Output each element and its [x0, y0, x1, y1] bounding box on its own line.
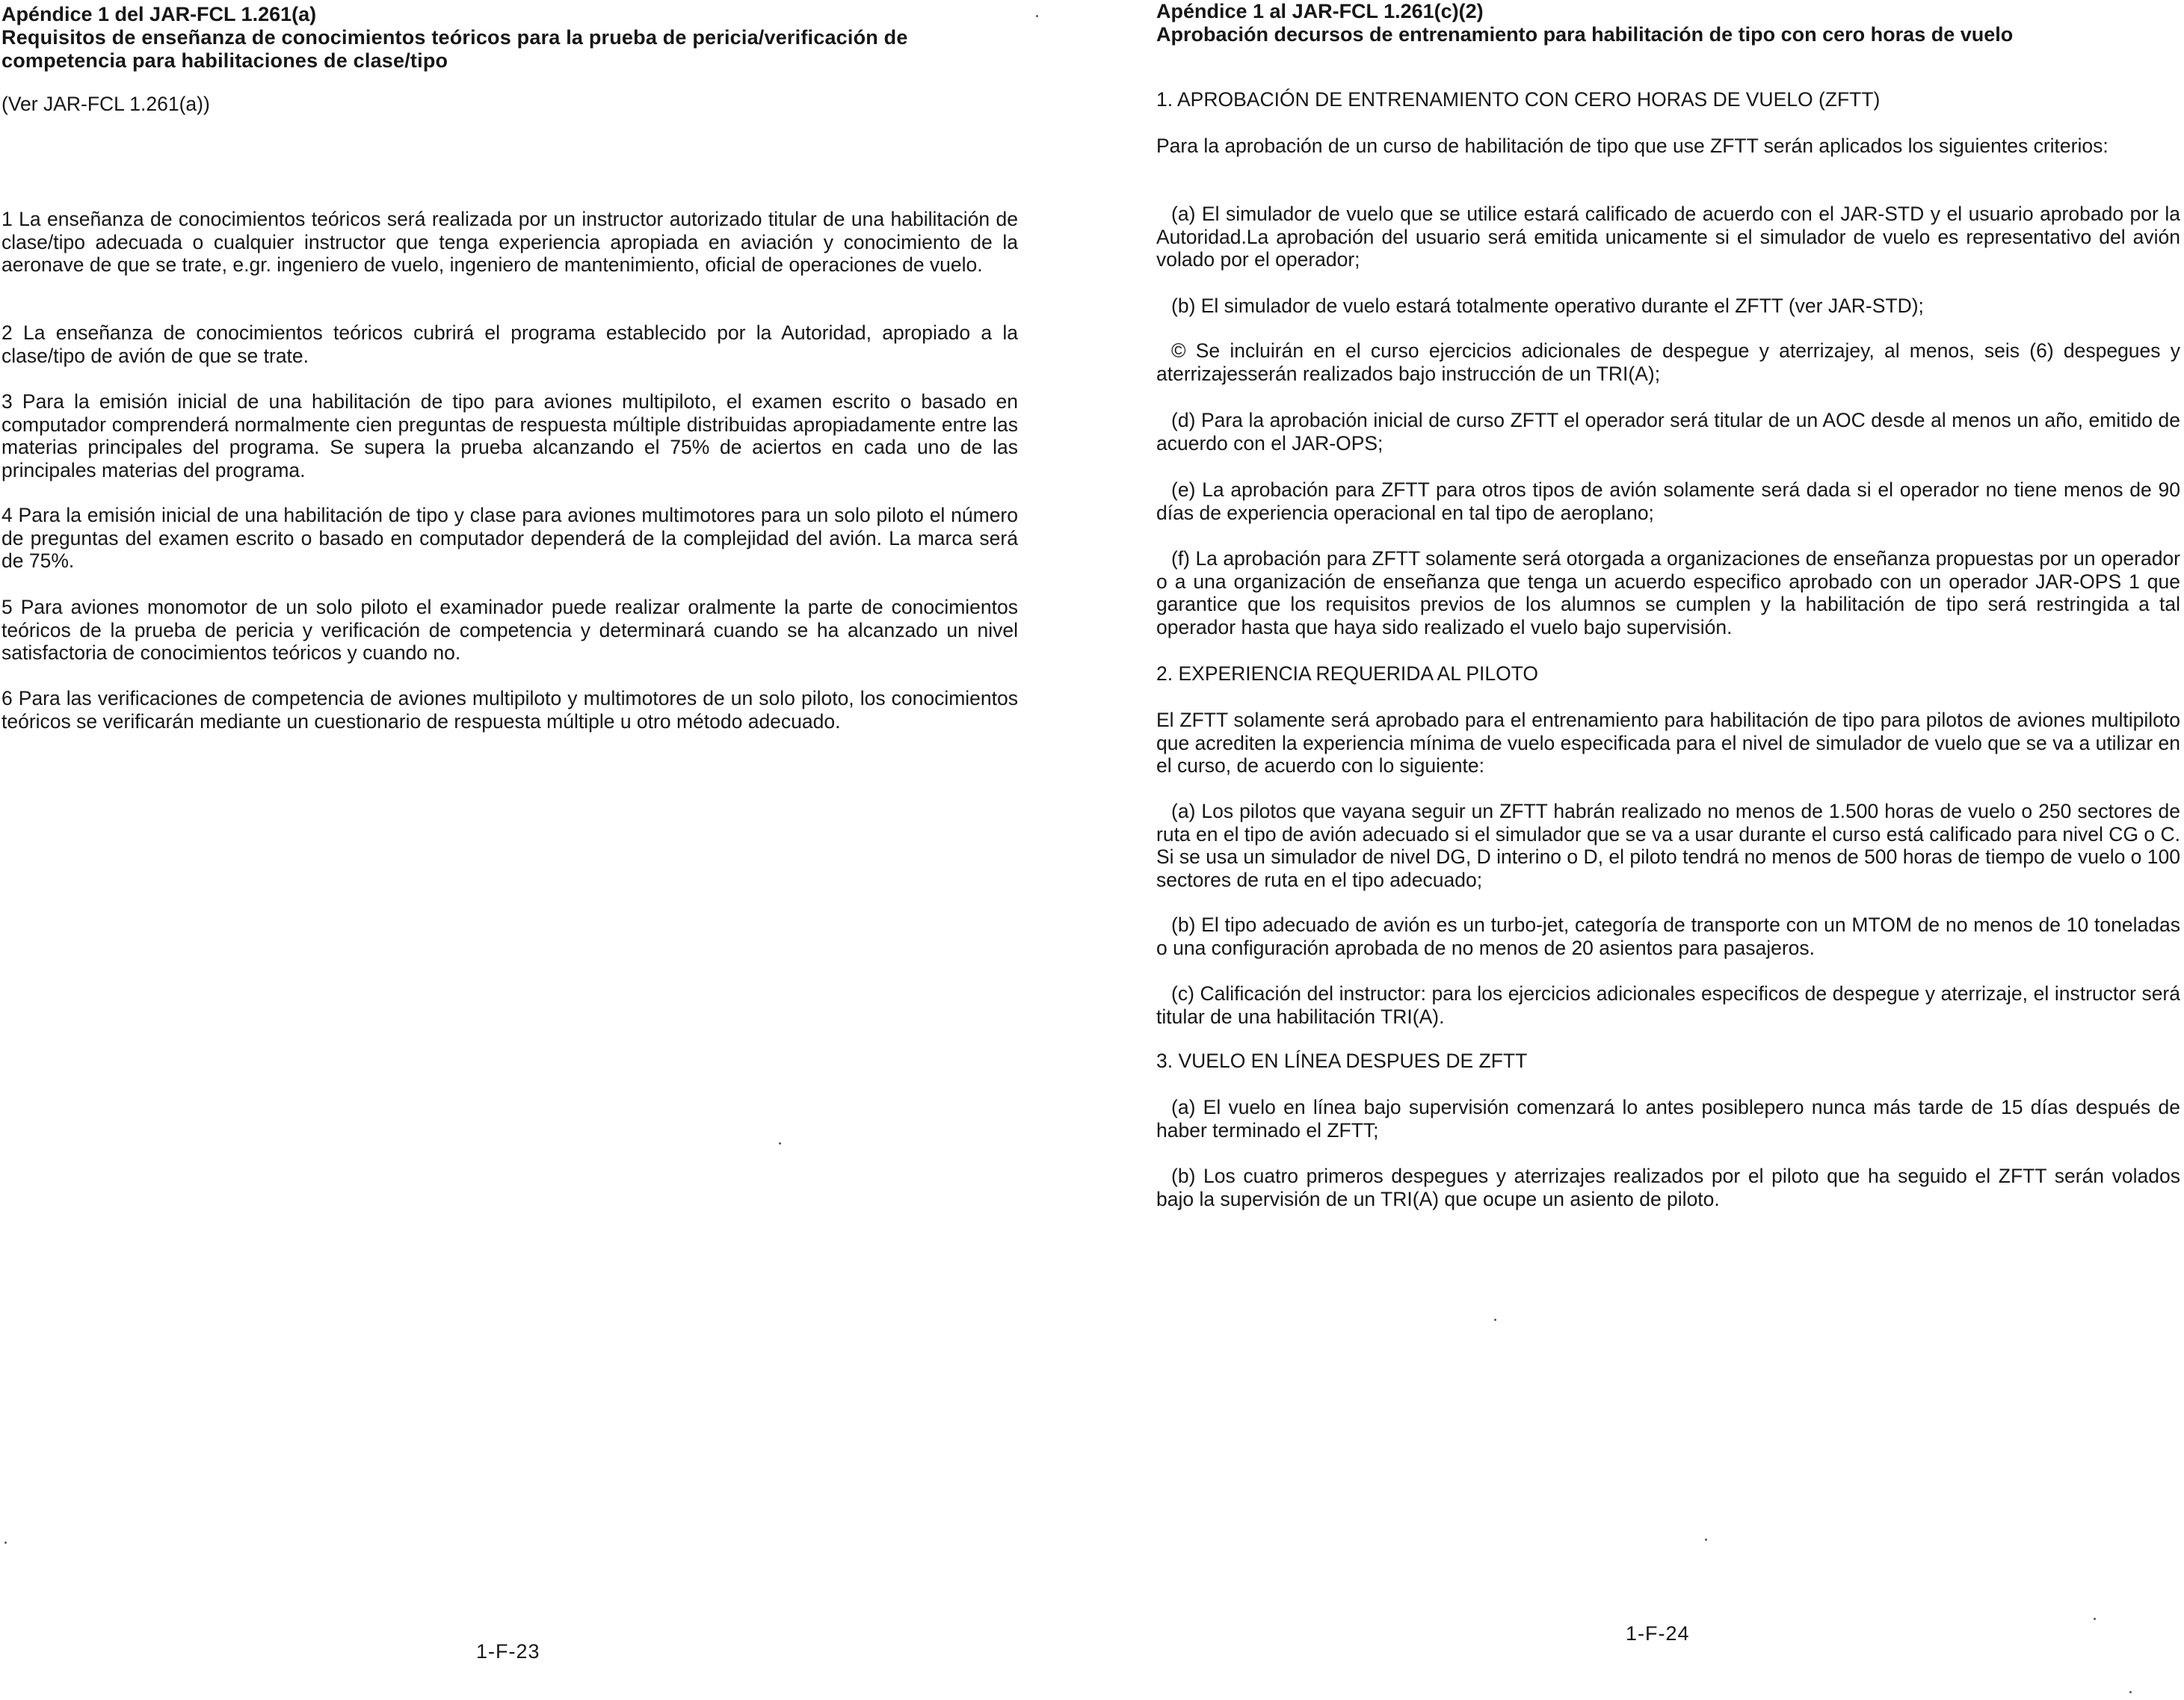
- left-title-line-2: Requisitos de enseñanza de conocimientos teóricos para la prueba de pericia/verificación de competencia para habilitaciones de clase/tipo: [1, 26, 908, 72]
- left-paragraph-1: 1 La enseñanza de conocimientos teóricos será realizada por un instructor autorizado titular de una habilitación de clase/tipo adecuada o cualquier instructor que tenga experiencia apropiada en aviación y conocimiento de la aeronave de que se trate, e.gr. ingeniero de vuelo, ingeniero de mantenimiento, oficial de operaciones de vuelo.: [1, 208, 1018, 276]
- left-page-title: [1, 3, 1018, 73]
- section-1-intro: Para la aprobación de un curso de habilitación de tipo que use ZFTT serán aplicados los siguientes criterios:: [1156, 135, 2109, 157]
- right-page-number: 1-F-24: [1626, 1622, 1690, 1645]
- section-2-item-b: (b) El tipo adecuado de avión es un turbo-jet, categoría de transporte con un MTOM de no menos de 10 toneladas o una configuración aprobada de no menos de 20 asientos para pasajeros.: [1156, 914, 2180, 959]
- section-3-heading: 3. VUELO EN LÍNEA DESPUES DE ZFTT: [1156, 1050, 1528, 1072]
- section-2-item-a: (a) Los pilotos que vayana seguir un ZFTT habrán realizado no menos de 1.500 horas de vuelo o 250 sectores de ruta en el tipo de avión adecuado si el simulador que se va a usar durante el curso está calificado para nivel CG o C. Si se usa un simulador de nivel DG, D interino o D, el piloto tendrá no menos de 500 horas de tiempo de vuelo o 100 sectores de ruta en el tipo adecuado;: [1156, 800, 2180, 891]
- section-2-heading: 2. EXPERIENCIA REQUERIDA AL PILOTO: [1156, 662, 1539, 685]
- scan-speck: [2094, 1618, 2096, 1620]
- section-1-heading: 1. APROBACIÓN DE ENTRENAMIENTO CON CERO HORAS DE VUELO (ZFTT): [1156, 88, 1881, 111]
- section-1-item-c: © Se incluirán en el curso ejercicios adicionales de despegue y aterrizajey, al menos, seis (6) despegues y aterrizajesserán realizados bajo instrucción de un TRI(A);: [1156, 339, 2180, 385]
- right-title-line-2: Aprobación decursos de entrenamiento para habilitación de tipo con cero horas de vuelo: [1156, 23, 2014, 46]
- scan-speck: [1705, 1539, 1707, 1541]
- section-2-intro: El ZFTT solamente será aprobado para el entrenamiento para habilitación de tipo para pilotos de aviones multipiloto que acrediten la experiencia mínima de vuelo especificada para el nivel de simulador de vuelo que se va a utilizar en el curso, de acuerdo con lo siguiente:: [1156, 709, 2180, 777]
- left-paragraph-3: 3 Para la emisión inicial de una habilitación de tipo para aviones multipiloto, el examen escrito o basado en computador comprenderá normalmente cien preguntas de respuesta múltiple distribuidas apropiadamente entre las materias principales del programa. Se supera la prueba alcanzando el 75% de aciertos en cada uno de las principales materias del programa.: [1, 390, 1018, 481]
- section-1-item-b: (b) El simulador de vuelo estará totalmente operativo durante el ZFTT (ver JAR-STD);: [1171, 295, 1924, 317]
- right-page-title: [1156, 0, 2180, 46]
- section-1-item-d: (d) Para la aprobación inicial de curso ZFTT el operador será titular de un AOC desde al menos un año, emitido de acuerdo con el JAR-OPS;: [1156, 409, 2180, 455]
- section-3-item-a: (a) El vuelo en línea bajo supervisión comenzará lo antes posiblepero nunca más tarde de 15 días después de haber terminado el ZFTT;: [1156, 1096, 2180, 1142]
- right-title-line-1: Apéndice 1 al JAR-FCL 1.261(c)(2): [1156, 0, 1484, 22]
- left-page-number: 1-F-23: [476, 1640, 540, 1663]
- section-3-item-b: (b) Los cuatro primeros despegues y aterrizajes realizados por el piloto que ha seguido el ZFTT serán volados bajo la supervisión de un TRI(A) que ocupe un asiento de piloto.: [1156, 1165, 2180, 1210]
- scan-speck: [2129, 1691, 2132, 1693]
- left-paragraph-2: 2 La enseñanza de conocimientos teóricos cubrirá el programa establecido por la Autoridad, apropiado a la clase/tipo de avión de que se trate.: [1, 321, 1018, 367]
- section-2-item-c: (c) Calificación del instructor: para los ejercicios adicionales especificos de despegue y aterrizaje, el instructor será titular de una habilitación TRI(A).: [1156, 982, 2180, 1028]
- scan-speck: [4, 1542, 7, 1544]
- scan-speck: [779, 1142, 781, 1145]
- left-paragraph-4: 4 Para la emisión inicial de una habilitación de tipo y clase para aviones multimotores para un solo piloto el número de preguntas del examen escrito o basado en computador dependerá de la complejidad del avión. La marca será de 75%.: [1, 504, 1018, 572]
- left-paragraph-6: 6 Para las verificaciones de competencia de aviones multipiloto y multimotores de un solo piloto, los conocimientos teóricos se verificarán mediante un cuestionario de respuesta múltiple u otro método adecuado.: [1, 687, 1018, 733]
- left-title-line-1: Apéndice 1 del JAR-FCL 1.261(a): [1, 3, 317, 25]
- left-reference: (Ver JAR-FCL 1.261(a)): [1, 93, 210, 115]
- section-1-item-a: (a) El simulador de vuelo que se utilice estará calificado de acuerdo con el JAR-STD y el usuario aprobado por la Autoridad.La aprobación del usuario será emitida unicamente si el simulador de vuelo es representativo del avión volado por el operador;: [1156, 203, 2180, 271]
- section-1-item-e: (e) La aprobación para ZFTT para otros tipos de avión solamente será dada si el operador no tiene menos de 90 días de experiencia operacional en tal tipo de aeroplano;: [1156, 478, 2180, 524]
- scan-speck: [1494, 1319, 1496, 1321]
- left-paragraph-5: 5 Para aviones monomotor de un solo piloto el examinador puede realizar oralmente la parte de conocimientos teóricos de la prueba de pericia y verificación de competencia y determinará cuando se ha alcanzado un nivel satisfactoria de conocimientos teóricos y cuando no.: [1, 596, 1018, 664]
- section-1-item-f: (f) La aprobación para ZFTT solamente será otorgada a organizaciones de enseñanza propuestas por un operador o a una organización de enseñanza que tenga un acuerdo especifico aprobado con un operador JAR-OPS 1 que garantice que los requisitos previos de los alumnos se cumplen y la habilitación de tipo será restringida a tal operador hasta que haya sido realizado el vuelo bajo supervisión.: [1156, 547, 2180, 638]
- right-page: [1092, 0, 2184, 1700]
- scan-speck: [1036, 15, 1038, 17]
